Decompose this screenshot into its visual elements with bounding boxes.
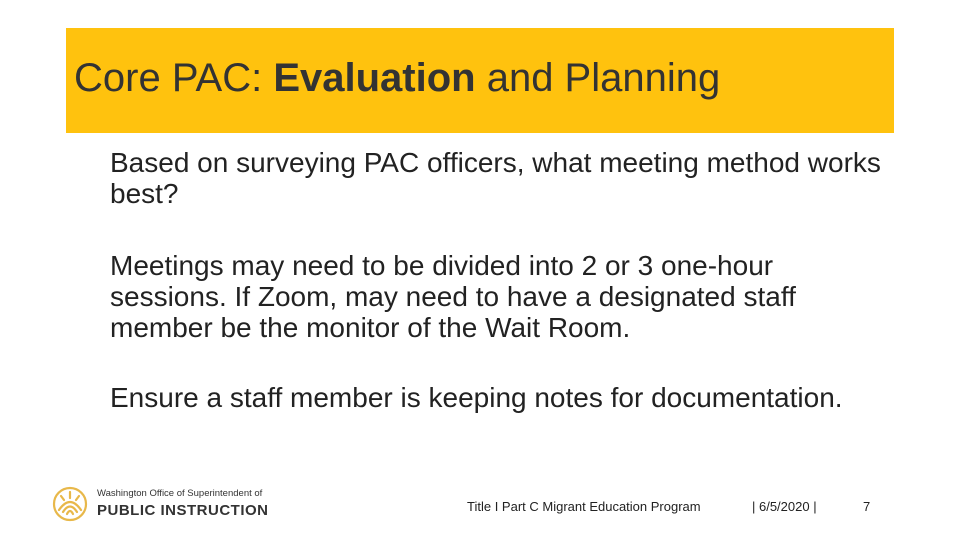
org-name-small: Washington Office of Superintendent of — [97, 488, 263, 499]
ospi-sun-logo-icon — [52, 486, 88, 522]
title-prefix: Core PAC: — [74, 56, 274, 100]
title-bold: Evaluation — [273, 56, 476, 100]
footer-program: Title I Part C Migrant Education Program — [467, 499, 701, 514]
footer-date: | 6/5/2020 | — [752, 499, 817, 514]
slide-title — [74, 56, 720, 100]
body-paragraph-3: Ensure a staff member is keeping notes for documentation. — [110, 382, 843, 413]
body-paragraph-2: Meetings may need to be divided into 2 or 3 one-hour sessions. If Zoom, may need to have a designated staff member be the monitor of the Wait Room. — [110, 250, 796, 343]
page-number: 7 — [863, 499, 871, 514]
org-name-big: PUBLIC INSTRUCTION — [97, 502, 269, 519]
title-suffix: and Planning — [475, 56, 721, 100]
body-paragraph-1: Based on surveying PAC officers, what meeting method works best? — [110, 147, 881, 209]
